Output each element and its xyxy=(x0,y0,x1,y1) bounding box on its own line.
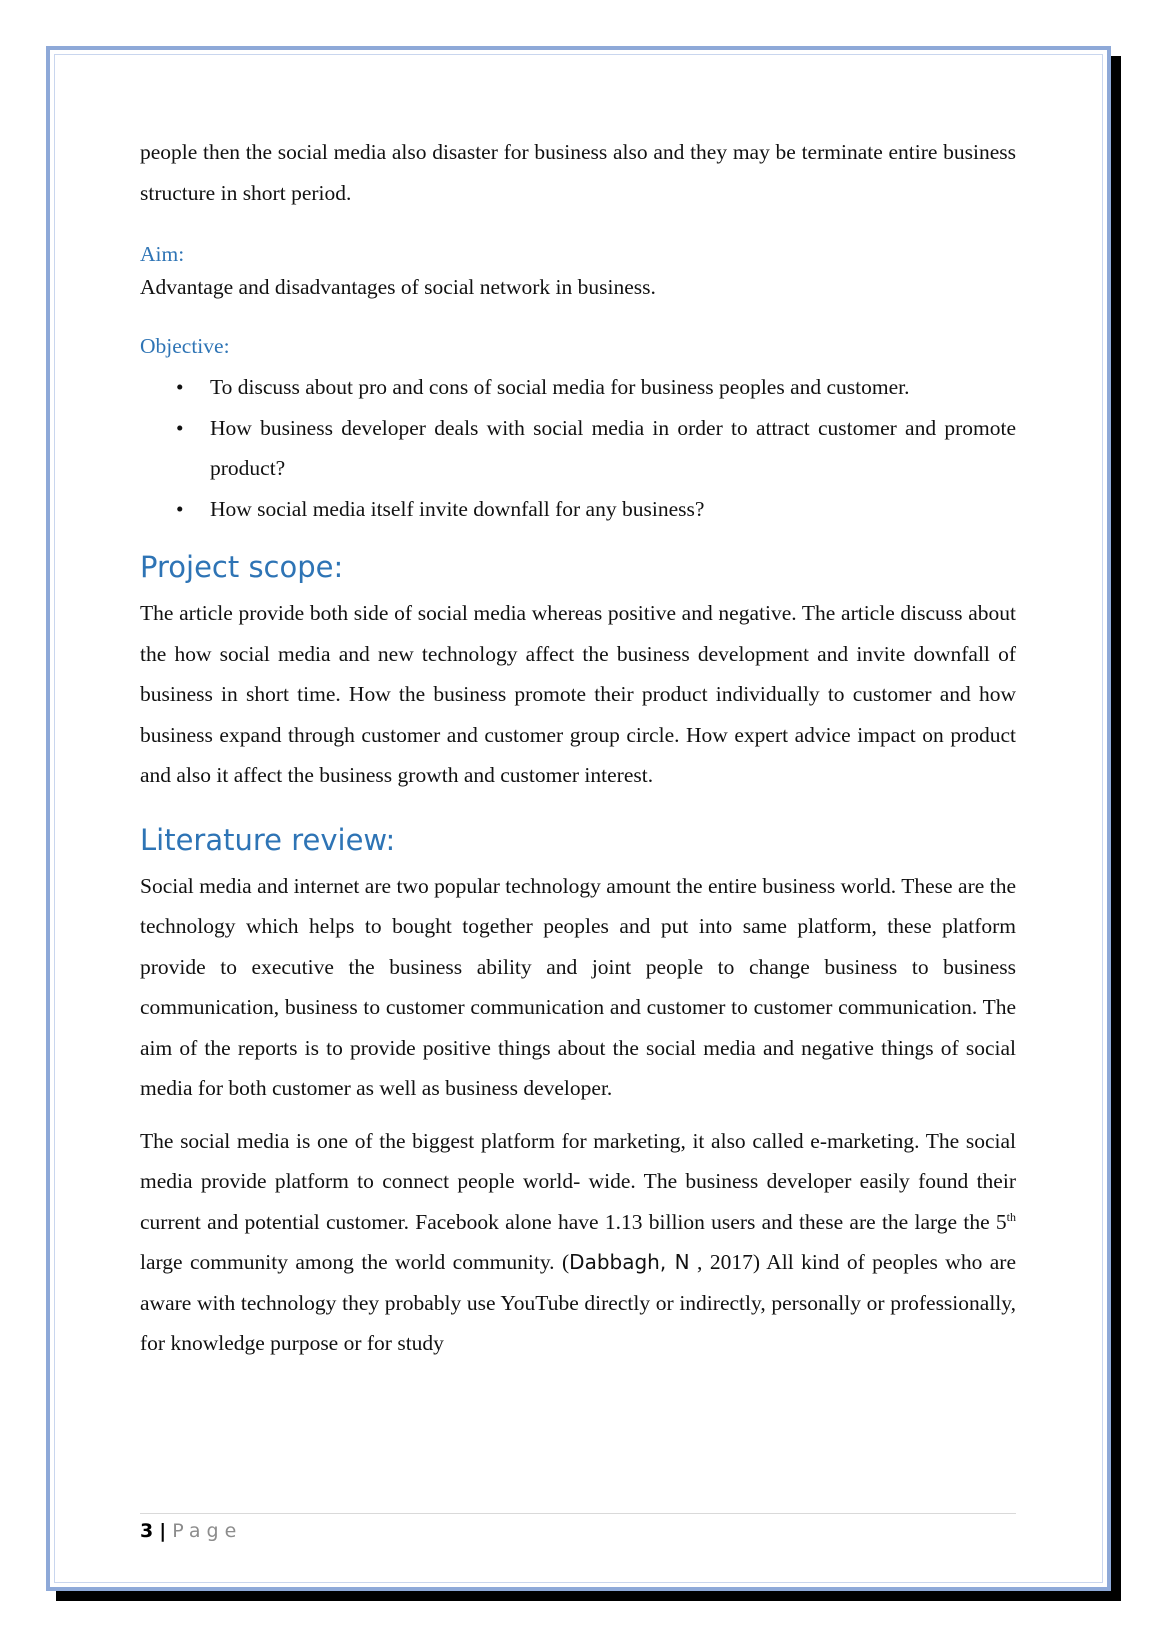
literature-review-heading: Literature review: xyxy=(140,822,396,857)
document-body xyxy=(140,132,1016,1364)
list-item-text: To discuss about pro and cons of social media for business peoples and customer. xyxy=(210,375,910,399)
literature-review-paragraph-2 xyxy=(140,1121,1016,1364)
objective-heading: Objective: xyxy=(140,334,230,358)
aim-heading: Aim: xyxy=(140,242,185,266)
list-item xyxy=(140,489,1016,530)
paragraph-text: The social media is one of the biggest platform for marketing, it also called e-marketing. The social media provide platform to connect people world- wide. The business developer easily found their current and potential customer. Facebook alone have 1.13 billion users and these are the large the 5 xyxy=(140,1128,1016,1234)
page-footer xyxy=(140,1513,1016,1542)
list-item-text: How business developer deals with social media in order to attract customer and promote product? xyxy=(210,415,1016,480)
superscript: th xyxy=(1006,1209,1016,1224)
citation: Dabbagh, N xyxy=(569,1250,690,1274)
list-item xyxy=(140,408,1016,489)
paragraph-text: , 2017) All kind of peoples who are aware with technology they probably use YouTube directly or indirectly, personally or professionally, for knowledge purpose or for study xyxy=(140,1250,1016,1355)
aim-text: Advantage and disadvantages of social network in business. xyxy=(140,275,656,299)
project-scope-heading: Project scope: xyxy=(140,550,344,584)
objective-list xyxy=(140,367,1016,529)
list-item xyxy=(140,367,1016,408)
page-label: Page xyxy=(172,1520,243,1542)
page-number: 3 xyxy=(140,1520,154,1542)
footer-separator: | xyxy=(159,1520,167,1542)
bullet-icon: • xyxy=(176,496,184,521)
literature-review-paragraph-1: Social media and internet are two popular technology amount the entire business world. These are the technology which helps to bought together peoples and put into same platform, these platform provide to executive the business ability and joint people to change business to business communication, business to customer communication and customer to customer communication. The aim of the reports is to provide positive things about the social media and negative things of social media for both customer as well as business developer. xyxy=(140,873,1016,1100)
list-item-text: How social media itself invite downfall for any business? xyxy=(210,496,705,521)
intro-paragraph: people then the social media also disaster for business also and they may be terminate entire business structure in short period. xyxy=(140,140,1016,205)
bullet-icon: • xyxy=(176,415,184,440)
bullet-icon: • xyxy=(176,375,184,399)
paragraph-text: large community among the world community. ( xyxy=(140,1250,570,1274)
project-scope-text: The article provide both side of social media whereas positive and negative. The article discuss about the how social media and new technology affect the business development and invite downfall of business in short time. How the business promote their product individually to customer and how business expand through customer and customer group circle. How expert advice impact on product and also it affect the business growth and customer interest. xyxy=(140,601,1016,787)
